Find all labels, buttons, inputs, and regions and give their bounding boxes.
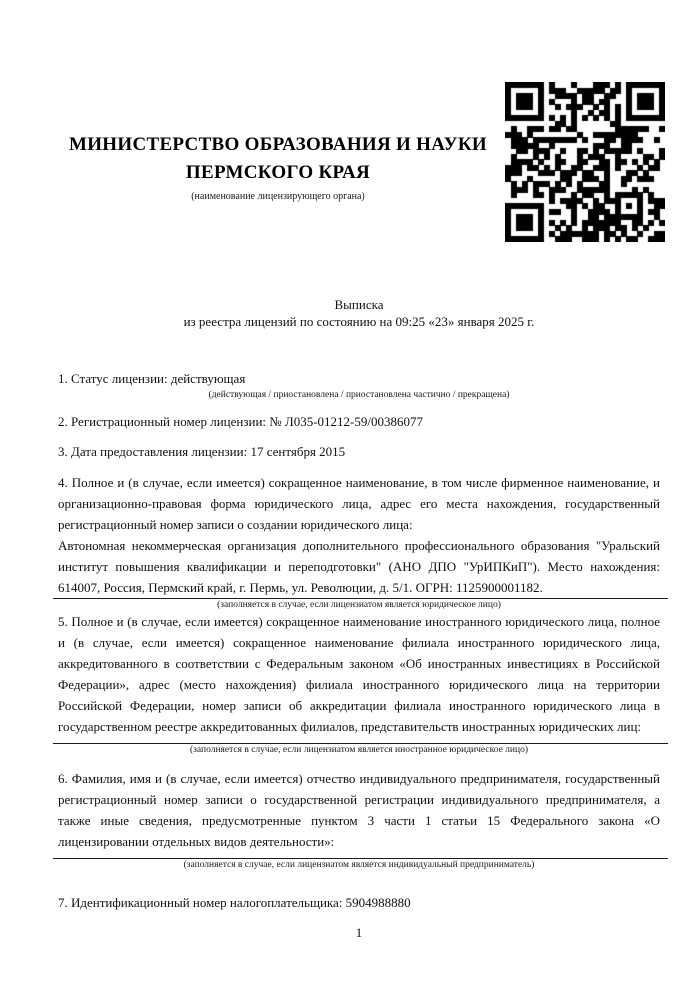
- legal-entity-answer-text: Автономная некоммерческая организация дополнительного профессионального образования "Уральский институт повышения квалификации и переподготовки" (АНО ДПО "УрИПКиП"). Место нахождения: 614007, Россия, Пермский край, г. Пермь, ул. Революции, д. 5/1. ОГРН: 1125900001182.: [58, 538, 660, 595]
- ministry-name-line1: МИНИСТЕРСТВО ОБРАЗОВАНИЯ И НАУКИ: [68, 134, 488, 155]
- field-license-status: [58, 368, 660, 401]
- ministry-name-line2: ПЕРМСКОГО КРАЯ: [185, 162, 371, 183]
- document-title-line2: из реестра лицензий по состоянию на 09:25 «23» января 2025 г.: [183, 314, 535, 329]
- page-number: 1: [355, 925, 363, 940]
- licensing-authority-header: [58, 131, 498, 203]
- entrepreneur-question-text: 6. Фамилия, имя и (в случае, если имеется) отчество индивидуального предпринимателя, государственный регистрационный номер записи о государственной регистрации индивидуального предпринимателя, а также иные сведения, предусмотренные пунктом 3 части 1 статьи 15 Федерального закона «О лицензировании отдельных видов деятельности»:: [58, 771, 660, 849]
- field-license-grant-date: 3. Дата предоставления лицензии: 17 сентября 2015: [58, 444, 346, 459]
- legal-entity-question-text: 4. Полное и (в случае, если имеется) сокращенное наименование, в том числе фирменное наименование, и организационно-правовая форма юридического лица, адрес его места нахождения, государственный регистрационный номер записи о создании юридического лица:: [58, 475, 660, 532]
- document-title: [58, 296, 660, 330]
- field-registration-number: 2. Регистрационный номер лицензии: № Л035-01212-59/00386077: [58, 414, 424, 429]
- field-foreign-legal-entity: [58, 611, 660, 756]
- qr-code-image: [505, 82, 665, 242]
- qr-code-canvas: [505, 82, 665, 242]
- field-taxpayer-id: 7. Идентификационный номер налогоплательщика: 5904988880: [58, 895, 411, 910]
- foreign-entity-question-text: 5. Полное и (в случае, если имеется) сокращенное наименование иностранного юридического лица, полное и (в случае, если имеется) сокращенное наименование филиала иностранного юридического лица, аккредитованного в соответствии с Федеральным законом «Об иностранных инвестициях в Российской Федерации», адрес (место нахождения) филиала иностранного юридического лица на территории Российской Федерации, номер записи об аккредитации филиала иностранного юридического лица в государственном реестре аккредитованных филиалов, представительств иностранных юридических лиц:: [58, 614, 660, 734]
- licensing-authority-caption: (наименование лицензирующего органа): [191, 191, 365, 202]
- document-title-line1: Выписка: [334, 297, 384, 312]
- field-individual-entrepreneur: [58, 768, 660, 871]
- license-status-options-caption: (действующая / приостановлена / приостановлена частично / прекращена): [208, 390, 510, 400]
- license-status-text: 1. Статус лицензии: действующая: [58, 371, 246, 386]
- entrepreneur-caption: (заполняется в случае, если лицензиатом является индивидуальный предприниматель): [183, 860, 535, 870]
- document-body: [58, 368, 660, 913]
- legal-entity-caption: (заполняется в случае, если лицензиатом является юридическое лицо): [217, 600, 501, 610]
- foreign-entity-caption: (заполняется в случае, если лицензиатом является иностранное юридическое лицо): [190, 745, 528, 755]
- field-legal-entity: [58, 472, 660, 611]
